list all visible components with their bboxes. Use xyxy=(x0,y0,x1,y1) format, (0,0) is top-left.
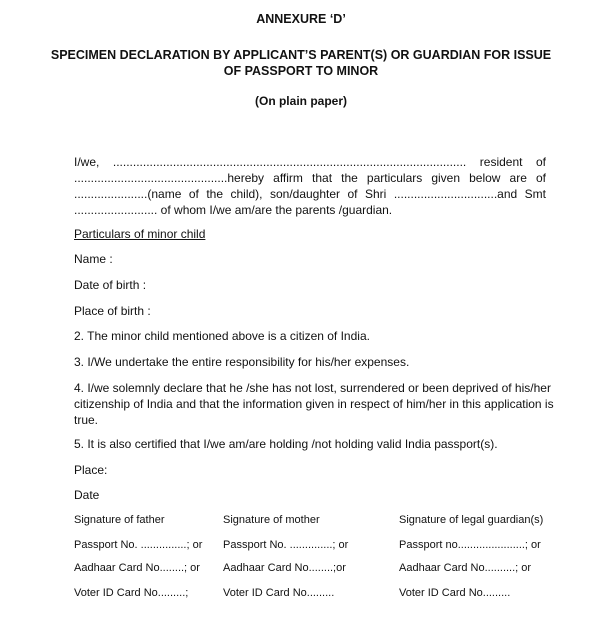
date-label: Date xyxy=(74,488,100,502)
declaration-line-3: ......................(name of the child), son/daughter of Shri ...............................and Smt xyxy=(74,187,546,201)
document-title xyxy=(0,47,602,79)
guardian-aadhaar-line: Aadhaar Card No..........; or xyxy=(399,562,532,574)
place-label: Place: xyxy=(74,463,108,477)
declaration-line-4: ......................... of whom I/we am/are the parents /guardian. xyxy=(74,203,393,217)
mother-voter-id-line: Voter ID Card No......... xyxy=(223,587,335,599)
clause-4-line-3: true. xyxy=(74,413,99,427)
mother-aadhaar-line: Aadhaar Card No........;or xyxy=(223,562,346,574)
declaration-line-1: I/we, .......................................................................................................... resident of xyxy=(74,155,546,169)
father-passport-line: Passport No. ...............; or xyxy=(74,539,203,551)
mother-signature-label: Signature of mother xyxy=(223,514,320,526)
declaration-paragraph xyxy=(74,154,546,218)
annexure-heading: ANNEXURE ‘D’ xyxy=(256,12,346,26)
document-subtitle: (On plain paper) xyxy=(254,94,347,108)
particulars-heading: Particulars of minor child xyxy=(74,227,206,241)
clause-4-line-1: 4. I/we solemnly declare that he /she has not lost, surrendered or been deprived of his/her xyxy=(74,381,551,395)
dob-label: Date of birth : xyxy=(74,278,147,292)
guardian-signature-label: Signature of legal guardian(s) xyxy=(399,514,544,526)
clause-3: 3. I/We undertake the entire responsibility for his/her expenses. xyxy=(74,355,410,369)
clause-2: 2. The minor child mentioned above is a citizen of India. xyxy=(74,329,370,343)
document-title-line-2: OF PASSPORT TO MINOR xyxy=(223,64,379,78)
pob-label: Place of birth : xyxy=(74,304,151,318)
father-aadhaar-line: Aadhaar Card No........; or xyxy=(74,562,200,574)
document-title-line-1: SPECIMEN DECLARATION BY APPLICANT’S PARENT(S) OR GUARDIAN FOR ISSUE xyxy=(50,48,552,62)
father-voter-id-line: Voter ID Card No.........; xyxy=(74,587,189,599)
clause-4-line-2: citizenship of India and that the information given in respect of him/her in this application is xyxy=(74,397,554,411)
father-signature-label: Signature of father xyxy=(74,514,165,526)
guardian-passport-line: Passport no......................; or xyxy=(399,539,541,551)
declaration-line-2: ..............................................hereby affirm that the particulars given below are of xyxy=(74,171,546,185)
guardian-voter-id-line: Voter ID Card No......... xyxy=(399,587,511,599)
clause-4 xyxy=(74,380,554,428)
mother-passport-line: Passport No. ..............; or xyxy=(223,539,349,551)
clause-5: 5. It is also certified that I/we am/are holding /not holding valid India passport(s). xyxy=(74,437,498,451)
name-label: Name : xyxy=(74,252,113,266)
